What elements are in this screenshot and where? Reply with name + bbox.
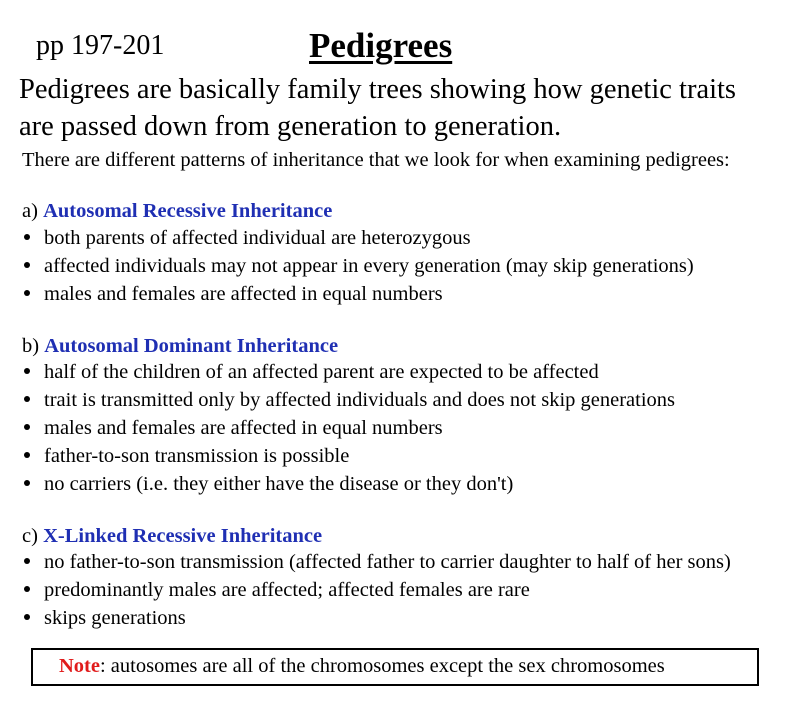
note-box [31,648,759,686]
list-item: half of the children of an affected parent are expected to be affected [24,361,599,384]
section-name: X-Linked Recessive Inheritance [43,525,323,547]
bullet-icon [24,586,30,592]
section-heading-autosomal-recessive [22,200,332,223]
section-letter: b) [22,335,40,357]
page-range: pp 197-201 [36,30,165,61]
section-letter: c) [22,525,38,547]
list-item: affected individuals may not appear in every generation (may skip generations) [24,255,694,278]
bullet-icon [24,290,30,296]
section-name: Autosomal Recessive Inheritance [43,200,333,222]
list-item: both parents of affected individual are heterozygous [24,227,471,250]
intro-line-1: Pedigrees are basically family trees showing how genetic traits [19,74,737,105]
bullet-icon [24,424,30,430]
intro-line-2: are passed down from generation to generation. [19,111,562,142]
bullet-icon [24,396,30,402]
list-item: father-to-son transmission is possible [24,445,349,468]
bullet-icon [24,558,30,564]
list-item: predominantly males are affected; affected females are rare [24,579,530,602]
lead-text: There are different patterns of inheritance that we look for when examining pedigrees: [22,149,730,171]
list-item: males and females are affected in equal numbers [24,283,443,306]
bullet-icon [24,234,30,240]
section-name: Autosomal Dominant Inheritance [44,335,339,357]
page-title: Pedigrees [309,26,453,65]
bullet-icon [24,614,30,620]
bullet-icon [24,262,30,268]
section-heading-autosomal-dominant [22,335,338,358]
note-text: : autosomes are all of the chromosomes except the sex chromosomes [99,655,665,677]
list-item: no father-to-son transmission (affected father to carrier daughter to half of her sons) [24,551,731,574]
list-item: no carriers (i.e. they either have the disease or they don't) [24,473,513,496]
section-heading-x-linked-recessive [22,525,322,548]
bullet-icon [24,452,30,458]
bullet-icon [24,480,30,486]
note-label: Note [59,655,100,677]
list-item: males and females are affected in equal numbers [24,417,443,440]
section-letter: a) [22,200,38,222]
list-item: skips generations [24,607,186,630]
list-item: trait is transmitted only by affected individuals and does not skip generations [24,389,675,412]
bullet-icon [24,368,30,374]
